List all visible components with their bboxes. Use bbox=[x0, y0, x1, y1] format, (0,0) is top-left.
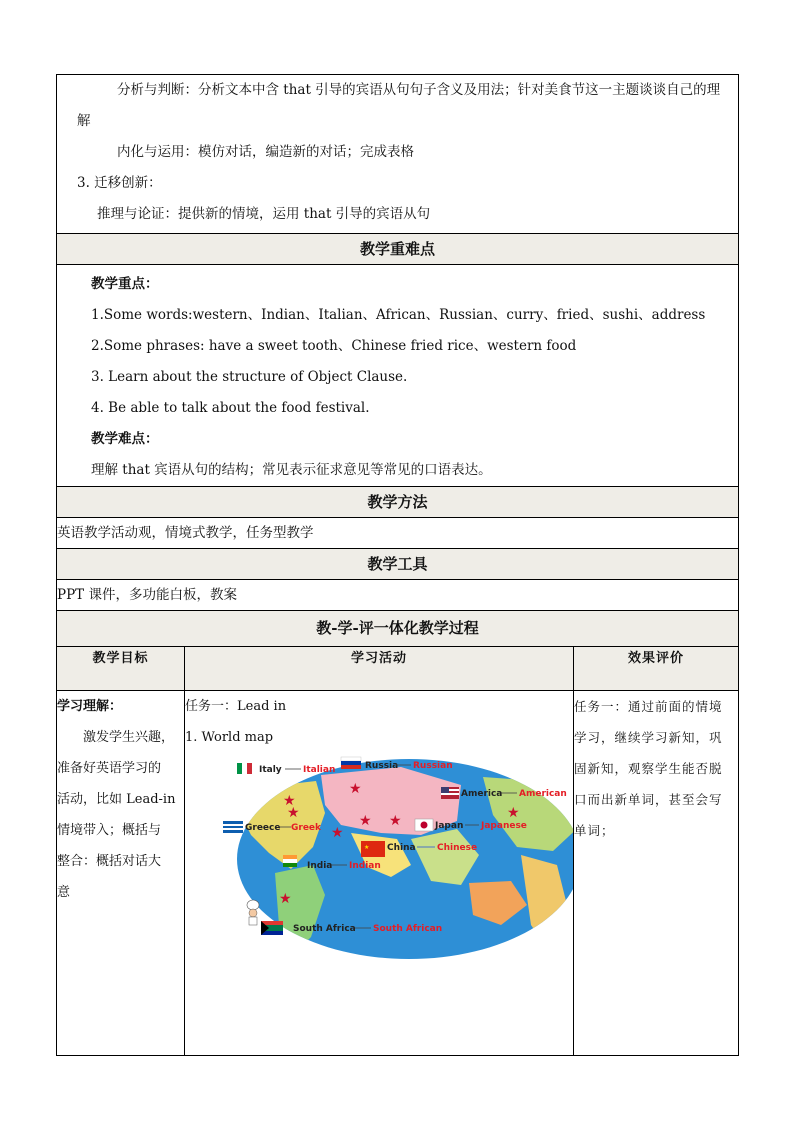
map-label-american: American bbox=[519, 789, 567, 799]
map-label-greek: Greek bbox=[291, 823, 322, 833]
goal-line: 情境带入；概括与 bbox=[57, 823, 162, 838]
map-label-greece: Greece bbox=[245, 823, 281, 833]
star-marker: ★ bbox=[287, 805, 300, 821]
star-marker: ★ bbox=[389, 813, 402, 829]
map-label-china: China bbox=[387, 843, 416, 853]
map-label-russian: Russian bbox=[413, 761, 453, 771]
eval-line: 任务一：通过前面的情境 bbox=[574, 699, 723, 714]
col-header-goal: 教学目标 bbox=[57, 647, 185, 691]
analysis-line-wrap: 解 bbox=[77, 113, 91, 129]
map-label-japanese: Japanese bbox=[481, 821, 527, 831]
map-label-italian: Italian bbox=[303, 765, 336, 775]
difficulties-title: 教学难点： bbox=[91, 431, 159, 447]
eval-cell bbox=[574, 691, 739, 1056]
reasoning-line: 推理与论证：提供新的情境，运用 that 引导的宾语从句 bbox=[97, 206, 431, 222]
map-label-india: India bbox=[307, 861, 333, 871]
objectives-continued-cell bbox=[57, 75, 739, 234]
star-marker: ★ bbox=[507, 805, 520, 821]
india-flag-icon bbox=[283, 855, 297, 859]
goal-line: 活动，比如 Lead-in bbox=[57, 792, 176, 807]
tools-text: PPT 课件，多功能白板，教案 bbox=[57, 580, 739, 611]
lesson-plan-page bbox=[56, 74, 738, 1056]
eval-line: 固新知，观察学生能否脱 bbox=[574, 761, 723, 776]
internalize-line: 内化与运用：模仿对话，编造新的对话；完成表格 bbox=[117, 144, 414, 160]
russia-flag-icon bbox=[341, 757, 361, 761]
key-point-item: 1.Some words:western、Indian、Italian、African、Russian、curry、fried、sushi、address bbox=[91, 307, 706, 323]
key-point-item: 2.Some phrases: have a sweet tooth、Chinese fried rice、western food bbox=[91, 338, 577, 354]
process-header: 教-学-评一体化教学过程 bbox=[57, 611, 739, 647]
map-label-russia: Russia bbox=[365, 761, 399, 771]
map-label-south-africa: South Africa bbox=[293, 924, 356, 934]
analysis-line: 分析与判断：分析文本中含 that 引导的宾语从句句子含义及用法；针对美食节这一主题谈谈自己的理 bbox=[117, 82, 721, 98]
map-label-japan: Japan bbox=[435, 821, 464, 831]
lesson-plan-table bbox=[56, 74, 739, 1056]
map-label-south-african: South African bbox=[373, 924, 443, 934]
activity-cell bbox=[185, 691, 574, 1056]
tools-header: 教学工具 bbox=[57, 549, 739, 580]
goal-line: 激发学生兴趣， bbox=[83, 730, 175, 745]
world-map-image bbox=[221, 755, 573, 959]
goal-line: 整合：概括对话大 bbox=[57, 854, 162, 869]
key-point-item: 4. Be able to talk about the food festival. bbox=[91, 400, 370, 416]
map-label-indian: Indian bbox=[349, 861, 381, 871]
goal-cell bbox=[57, 691, 185, 1056]
star-marker: ★ bbox=[331, 825, 344, 841]
difficulties-text: 理解 that 宾语从句的结构；常见表示征求意见等常见的口语表达。 bbox=[91, 462, 492, 478]
map-label-chinese: Chinese bbox=[437, 843, 478, 853]
key-points-cell bbox=[57, 265, 739, 487]
map-label-america: America bbox=[461, 789, 503, 799]
eval-line: 口而出新单词，甚至会写 bbox=[574, 792, 723, 807]
method-header: 教学方法 bbox=[57, 487, 739, 518]
col-header-activity: 学习活动 bbox=[185, 647, 574, 691]
key-point-item: 3. Learn about the structure of Object Clause. bbox=[91, 369, 408, 385]
star-marker: ★ bbox=[279, 891, 292, 907]
eval-line: 单词； bbox=[574, 823, 615, 838]
greece-flag-icon bbox=[223, 821, 243, 833]
star-marker: ★ bbox=[359, 813, 372, 829]
svg-text:★: ★ bbox=[364, 844, 370, 851]
star-marker: ★ bbox=[283, 793, 296, 809]
col-header-eval: 效果评价 bbox=[574, 647, 739, 691]
transfer-heading: 3. 迁移创新： bbox=[77, 175, 162, 191]
task-title: 任务一：Lead in bbox=[185, 699, 287, 714]
task-item: 1. World map bbox=[185, 730, 274, 745]
eval-line: 学习，继续学习新知，巩 bbox=[574, 730, 723, 745]
key-points-title: 教学重点： bbox=[91, 276, 159, 292]
goal-title: 学习理解： bbox=[57, 699, 123, 714]
goal-line: 准备好英语学习的 bbox=[57, 761, 162, 776]
goal-line: 意 bbox=[57, 885, 71, 900]
method-text: 英语教学活动观，情境式教学，任务型教学 bbox=[57, 518, 739, 549]
italy-flag-icon bbox=[237, 763, 242, 774]
map-label-italy: Italy bbox=[259, 765, 282, 775]
chef-figure-icon bbox=[247, 900, 259, 925]
star-marker: ★ bbox=[349, 781, 362, 797]
key-points-header: 教学重难点 bbox=[57, 234, 739, 265]
